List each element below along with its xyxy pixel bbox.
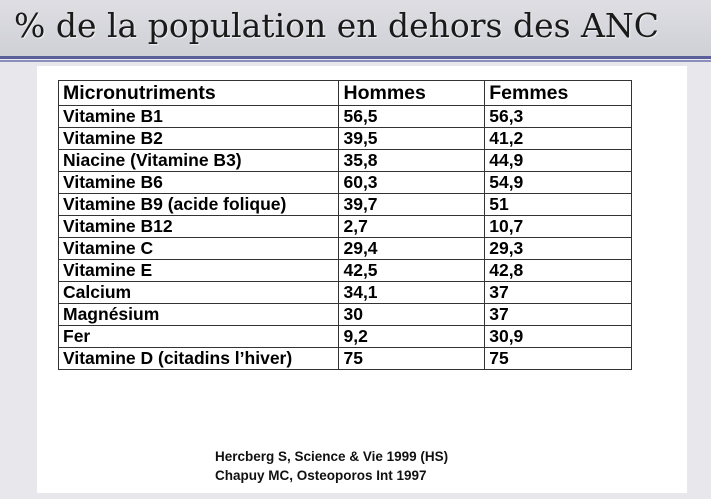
cell-micronutrient: Vitamine B6 — [59, 172, 339, 194]
cell-men-value: 39,7 — [339, 194, 485, 216]
cell-men-value: 9,2 — [339, 326, 485, 348]
cell-women-value: 42,8 — [485, 260, 632, 282]
table-row — [59, 150, 632, 172]
cell-men-value: 35,8 — [339, 150, 485, 172]
cell-women-value: 51 — [485, 194, 632, 216]
table-row — [59, 238, 632, 260]
micronutrient-table — [58, 80, 632, 370]
cell-women-value: 37 — [485, 282, 632, 304]
cell-micronutrient: Vitamine E — [59, 260, 339, 282]
title-divider-secondary — [0, 60, 711, 62]
cell-men-value: 75 — [339, 348, 485, 370]
cell-men-value: 34,1 — [339, 282, 485, 304]
cell-women-value: 30,9 — [485, 326, 632, 348]
cell-men-value: 60,3 — [339, 172, 485, 194]
table-body — [59, 106, 632, 370]
reference-line: Chapuy MC, Osteoporos Int 1997 — [215, 468, 427, 483]
column-header-women: Femmes — [485, 81, 632, 106]
cell-micronutrient: Fer — [59, 326, 339, 348]
table-header-row — [59, 81, 632, 106]
slide-content — [37, 66, 687, 493]
references — [215, 447, 448, 485]
cell-micronutrient: Calcium — [59, 282, 339, 304]
cell-micronutrient: Vitamine C — [59, 238, 339, 260]
cell-men-value: 29,4 — [339, 238, 485, 260]
cell-women-value: 54,9 — [485, 172, 632, 194]
table-row — [59, 326, 632, 348]
cell-men-value: 56,5 — [339, 106, 485, 128]
cell-women-value: 29,3 — [485, 238, 632, 260]
cell-women-value: 41,2 — [485, 128, 632, 150]
table-row — [59, 128, 632, 150]
cell-micronutrient: Vitamine B12 — [59, 216, 339, 238]
title-bar — [0, 0, 711, 56]
column-header-men: Hommes — [339, 81, 485, 106]
table-row — [59, 194, 632, 216]
table-row — [59, 260, 632, 282]
cell-micronutrient: Vitamine B1 — [59, 106, 339, 128]
slide-title: % de la population en dehors des ANC — [14, 6, 660, 45]
cell-men-value: 2,7 — [339, 216, 485, 238]
cell-women-value: 44,9 — [485, 150, 632, 172]
table-row — [59, 172, 632, 194]
cell-women-value: 37 — [485, 304, 632, 326]
cell-micronutrient: Vitamine D (citadins l’hiver) — [59, 348, 339, 370]
cell-men-value: 39,5 — [339, 128, 485, 150]
table-row — [59, 304, 632, 326]
column-header-micronutrient: Micronutriments — [59, 81, 339, 106]
table-row — [59, 348, 632, 370]
cell-men-value: 30 — [339, 304, 485, 326]
title-divider — [0, 56, 711, 59]
table-row — [59, 106, 632, 128]
cell-micronutrient: Vitamine B2 — [59, 128, 339, 150]
reference-line: Hercberg S, Science & Vie 1999 (HS) — [215, 449, 449, 464]
cell-women-value: 56,3 — [485, 106, 632, 128]
cell-micronutrient: Niacine (Vitamine B3) — [59, 150, 339, 172]
cell-men-value: 42,5 — [339, 260, 485, 282]
cell-women-value: 10,7 — [485, 216, 632, 238]
cell-micronutrient: Magnésium — [59, 304, 339, 326]
cell-micronutrient: Vitamine B9 (acide folique) — [59, 194, 339, 216]
table-row — [59, 282, 632, 304]
table-row — [59, 216, 632, 238]
cell-women-value: 75 — [485, 348, 632, 370]
